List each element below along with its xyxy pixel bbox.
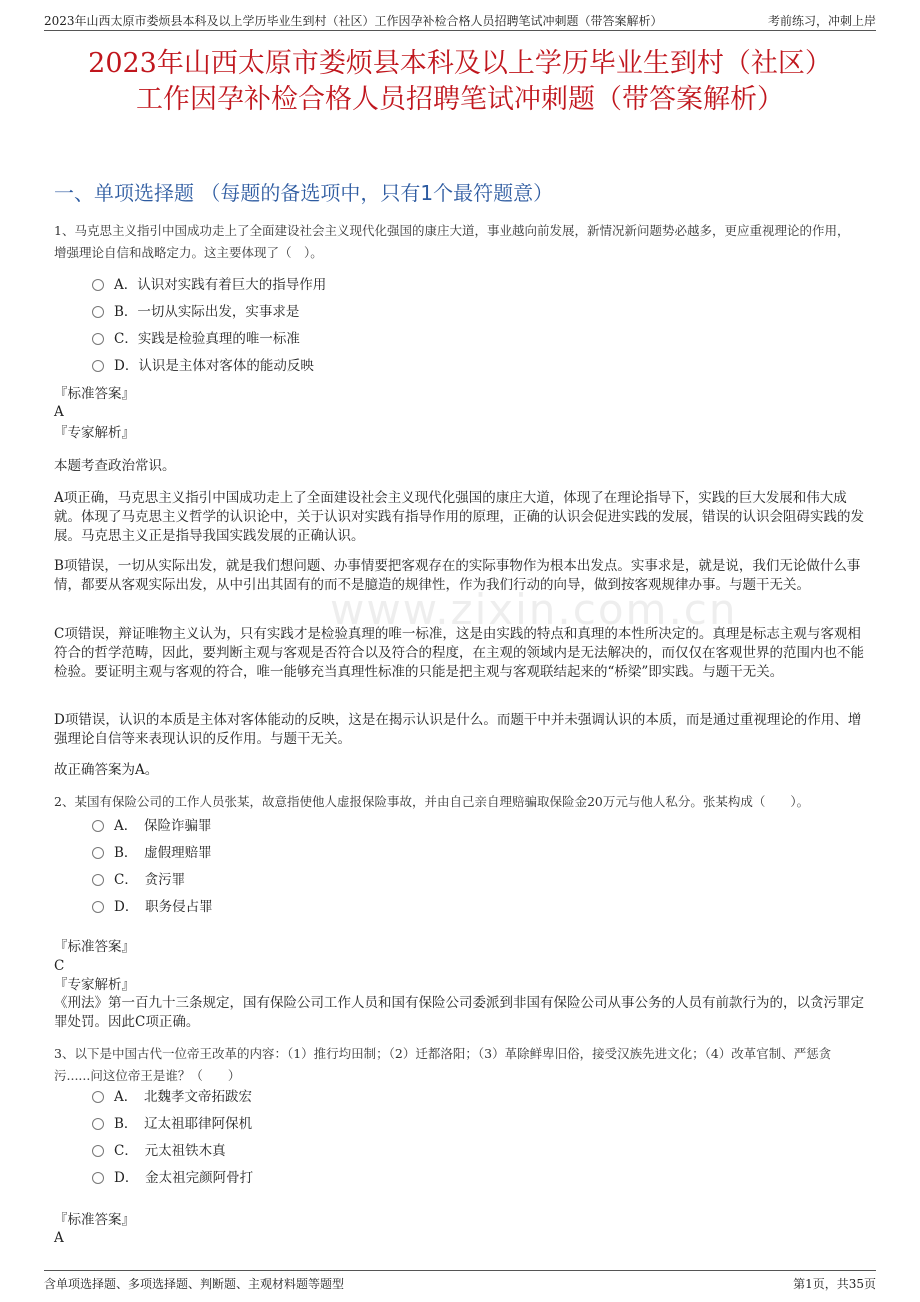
q2-option-c[interactable] <box>92 870 185 890</box>
header-slogan: 考前练习，冲刺上岸 <box>767 14 876 28</box>
option-label: A． 保险诈骗罪 <box>114 818 212 834</box>
page-header <box>44 10 876 31</box>
q1-option-a[interactable] <box>92 275 326 295</box>
option-label: B． 辽太祖耶律阿保机 <box>114 1116 253 1132</box>
radio-icon[interactable] <box>92 874 104 886</box>
question-1-stem: 1、马克思主义指引中国成功走上了全面建设社会主义现代化强国的康庄大道，事业越向前发展，新情况新问题势必越多，更应重视理论的作用，增强理论自信和战略定力。这主要体现了（ ）。 <box>54 223 850 260</box>
option-label: B． 虚假理赔罪 <box>114 845 212 861</box>
header-doc-title: 2023年山西太原市娄烦县本科及以上学历毕业生到村（社区）工作因孕补检合格人员招聘笔试冲刺题（带答案解析） <box>44 14 663 28</box>
radio-icon[interactable] <box>92 847 104 859</box>
q1-answer: A <box>54 404 64 420</box>
q3-option-a[interactable] <box>92 1087 252 1107</box>
radio-icon[interactable] <box>92 901 104 913</box>
document-title <box>40 46 880 118</box>
page-number: 第1页，共35页 <box>793 1277 876 1291</box>
q1-option-c[interactable] <box>92 329 300 349</box>
q2-option-a[interactable] <box>92 816 212 836</box>
radio-icon[interactable] <box>92 1145 104 1157</box>
q1-analysis-label: 『专家解析』 <box>54 425 135 441</box>
radio-icon[interactable] <box>92 1118 104 1130</box>
q2-answer-label: 『标准答案』 <box>54 939 135 955</box>
option-label: D．认识是主体对客体的能动反映 <box>114 358 314 374</box>
q2-option-b[interactable] <box>92 843 212 863</box>
watermark: www.zixin.com.cn <box>330 585 738 634</box>
q1-analysis-c: C项错误，辩证唯物主义认为，只有实践才是检验真理的唯一标准，这是由实践的特点和真理的本性所决定的。真理是标志主观与客观相符合的哲学范畴，因此，要判断主观与客观是否符合以及符合的程度，在主观的领域内是无法解决的，而仅仅在客观世界的范围内也不能检验。要证明主观与客观的符合，唯一能够充当真理性标准的只能是把主观与客观联结起来的“桥梁”即实践。与题干无关。 <box>54 626 864 680</box>
radio-icon[interactable] <box>92 820 104 832</box>
section-heading: 一、单项选择题 （每题的备选项中，只有1个最符题意） <box>54 181 554 205</box>
q3-option-b[interactable] <box>92 1114 252 1134</box>
q1-analysis-d: D项错误，认识的本质是主体对客体能动的反映，这是在揭示认识是什么。而题干中并未强调认识的本质，而是通过重视理论的作用、增强理论自信等来表现认识的反作用。与题干无关。 <box>54 712 862 747</box>
option-label: C． 贪污罪 <box>114 872 186 888</box>
q2-analysis: 《刑法》第一百九十三条规定，国有保险公司工作人员和国有保险公司委派到非国有保险公司从事公务的人员有前款行为的，以贪污罪定罪处罚。因此C项正确。 <box>54 995 864 1030</box>
option-label: C． 元太祖铁木真 <box>114 1143 226 1159</box>
q1-option-b[interactable] <box>92 302 299 322</box>
option-label: A． 北魏孝文帝拓跋宏 <box>114 1089 252 1105</box>
q1-option-d[interactable] <box>92 356 314 376</box>
q3-answer-label: 『标准答案』 <box>54 1212 135 1228</box>
radio-icon[interactable] <box>92 1172 104 1184</box>
option-label: C．实践是检验真理的唯一标准 <box>114 331 300 347</box>
q3-answer: A <box>54 1230 64 1246</box>
q1-analysis-intro: 本题考查政治常识。 <box>54 458 176 474</box>
radio-icon[interactable] <box>92 360 104 372</box>
radio-icon[interactable] <box>92 333 104 345</box>
q3-option-c[interactable] <box>92 1141 226 1161</box>
radio-icon[interactable] <box>92 279 104 291</box>
q1-answer-label: 『标准答案』 <box>54 386 135 402</box>
q3-option-d[interactable] <box>92 1168 253 1188</box>
radio-icon[interactable] <box>92 1091 104 1103</box>
page-footer <box>44 1270 876 1293</box>
title-line-2: 工作因孕补检合格人员招聘笔试冲刺题（带答案解析） <box>136 84 784 115</box>
radio-icon[interactable] <box>92 306 104 318</box>
q1-analysis-b: B项错误，一切从实际出发，就是我们想问题、办事情要把客观存在的实际事物作为根本出发点。实事求是，就是说，我们无论做什么事情，都要从客观实际出发，从中引出其固有的而不是臆造的规律性，作为我们行动的向导，做到按客观规律办事。与题干无关。 <box>54 558 861 593</box>
q1-analysis-a: A项正确，马克思主义指引中国成功走上了全面建设社会主义现代化强国的康庄大道，体现了在理论指导下，实践的巨大发展和伟大成就。体现了马克思主义哲学的认识论中，关于认识对实践有指导作用的原理，正确的认识会促进实践的发展，错误的认识会阻碍实践的发展。马克思主义正是指导我国实践发展的正确认识。 <box>54 490 864 544</box>
option-label: D． 金太祖完颜阿骨打 <box>114 1170 254 1186</box>
option-label: D． 职务侵占罪 <box>114 899 213 915</box>
q2-option-d[interactable] <box>92 897 213 917</box>
option-label: A．认识对实践有着巨大的指导作用 <box>114 277 327 293</box>
question-3-stem: 3、以下是中国古代一位帝王改革的内容：（1）推行均田制；（2）迁都洛阳；（3）革除鲜卑旧俗，接受汉族先进文化；（4）改革官制、严惩贪污......问这位帝王是谁？（ ） <box>54 1046 832 1083</box>
title-line-1: 2023年山西太原市娄烦县本科及以上学历毕业生到村（社区） <box>88 48 832 79</box>
q2-answer: C <box>54 958 65 974</box>
question-2-stem: 2、某国有保险公司的工作人员张某，故意指使他人虚报保险事故，并由自己亲自理赔骗取保险金20万元与他人私分。张某构成（ ）。 <box>54 794 810 809</box>
q2-analysis-label: 『专家解析』 <box>54 977 135 993</box>
footer-note: 含单项选择题、多项选择题、判断题、主观材料题等题型 <box>44 1277 345 1291</box>
q1-conclusion: 故正确答案为A。 <box>54 762 159 778</box>
option-label: B．一切从实际出发，实事求是 <box>114 304 300 320</box>
